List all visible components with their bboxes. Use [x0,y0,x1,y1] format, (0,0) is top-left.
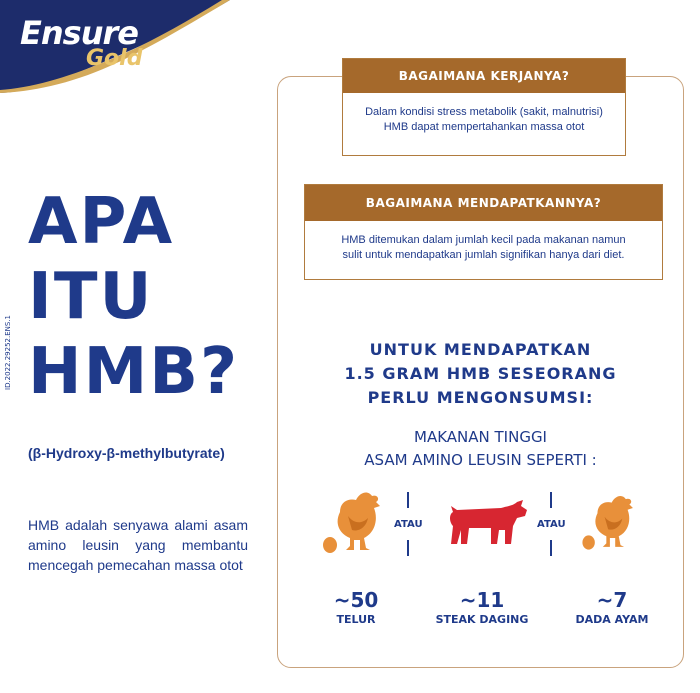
requirement-line-1: UNTUK MENDAPATKAN [369,340,592,359]
requirement-line-2: 1.5 GRAM HMB SESEORANG [344,364,617,383]
divider-bottom-1 [407,540,409,556]
title-line-1: APA [28,185,175,259]
hmb-fullname: (β-Hydroxy-β-methylbutyrate) [28,445,225,461]
logo-sub: Gold [86,46,143,71]
foods-heading-line-1: MAKANAN TINGGI [414,428,547,446]
chicken-breast-label: DADA AYAM [575,613,649,626]
how-to-get-line-2: sulit untuk mendapatkan jumlah signifikan hanya dari diet. [342,249,625,261]
title-line-3: HMB? [28,335,240,409]
how-it-works-line-2: HMB dapat mempertahankan massa otot [383,121,585,133]
how-to-get-box [304,184,663,280]
chicken-egg-icon [318,488,388,558]
title-line-2: ITU [28,260,154,334]
hmb-description: HMB adalah senyawa alami asam amino leusin yang membantu mencegah pemecahan massa otot [28,517,248,573]
foods-heading-line-2: ASAM AMINO LEUSIN SEPERTI : [364,451,597,469]
how-to-get-line-1: HMB ditemukan dalam jumlah kecil pada makanan namun [341,234,626,246]
divider-bottom-2 [550,540,552,556]
how-it-works-line-1: Dalam kondisi stress metabolik (sakit, malnutrisi) [365,106,603,118]
how-it-works-heading: BAGAIMANA KERJANYA? [343,59,625,93]
logo-brand: Ensure [20,14,138,52]
egg-label: TELUR [336,613,376,626]
how-it-works-box [342,58,626,156]
steak-label: STEAK DAGING [435,613,529,626]
or-label-2: ATAU [537,519,566,530]
chicken-breast-amount: ~7 [596,588,628,612]
egg-amount: ~50 [333,588,379,612]
or-label-1: ATAU [394,519,423,530]
requirement-line-3: PERLU MENGONSUMSI: [367,388,594,407]
foods-heading [277,426,684,472]
document-id: ID.2022.29252.ENS.1 [4,315,12,390]
chicken-egg-icon [578,488,640,558]
divider-top-2 [550,492,552,508]
cow-icon [447,496,529,548]
ensure-gold-logo [0,0,230,95]
divider-top-1 [407,492,409,508]
how-to-get-heading: BAGAIMANA MENDAPATKANNYA? [305,185,662,221]
steak-amount: ~11 [459,588,505,612]
requirement-heading [277,338,684,410]
